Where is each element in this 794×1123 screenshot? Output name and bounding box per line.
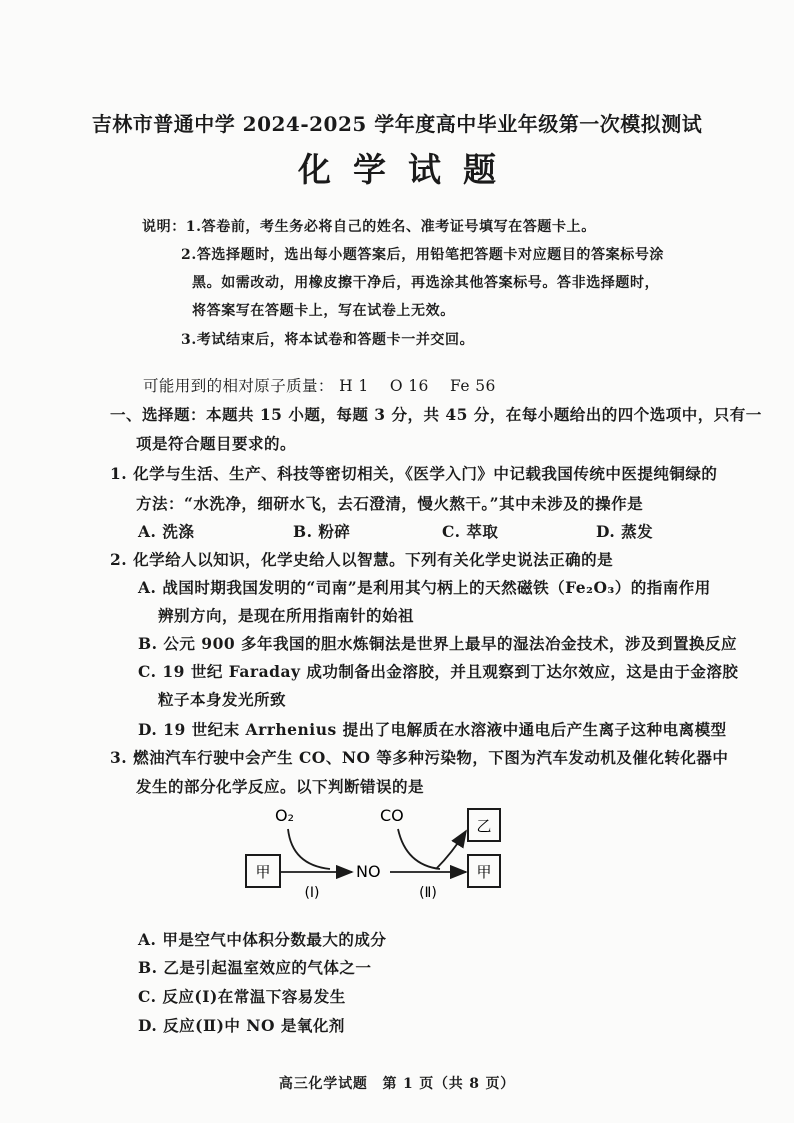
box-jia-left-label: 甲 bbox=[255, 863, 271, 881]
question-1-option-c: C. 萃取 bbox=[442, 522, 499, 541]
question-3-stem: 3. 燃油汽车行驶中会产生 CO、NO 等多种污染物，下图为汽车发动机及催化转化器中 bbox=[110, 748, 729, 767]
question-3-option-d: D. 反应(Ⅱ)中 NO 是氧化剂 bbox=[138, 1016, 345, 1035]
step-2-label: (Ⅱ) bbox=[419, 885, 437, 901]
question-3-stem-cont: 发生的部分化学反应。以下判断错误的是 bbox=[136, 777, 425, 796]
question-2-option-c-cont: 粒子本身发光所致 bbox=[158, 690, 287, 709]
question-1-option-a: A. 洗涤 bbox=[138, 522, 195, 541]
instruction-line-5: 3.考试结束后，将本试卷和答题卡一并交回。 bbox=[181, 332, 475, 348]
section-heading-cont: 项是符合题目要求的。 bbox=[136, 434, 297, 453]
atomic-masses: 可能用到的相对原子质量： H 1 O 16 Fe 56 bbox=[143, 377, 496, 395]
question-2-option-a-cont: 辨别方向，是现在所用指南针的始祖 bbox=[158, 606, 415, 625]
reaction-diagram bbox=[230, 795, 520, 905]
co-label: CO bbox=[380, 806, 404, 825]
question-1-stem: 1. 化学与生活、生产、科技等密切相关，《医学入门》中记载我国传统中医提纯铜绿的 bbox=[110, 464, 718, 483]
question-3-option-a: A. 甲是空气中体积分数最大的成分 bbox=[138, 930, 387, 949]
instruction-line-2: 2.答选择题时，选出每小题答案后，用铅笔把答题卡对应题目的答案标号涂 bbox=[181, 247, 665, 263]
step-1-label: (Ⅰ) bbox=[304, 885, 320, 901]
question-2-option-d: D. 19 世纪末 Arrhenius 提出了电解质在水溶液中通电后产生离子这种电离模型 bbox=[138, 720, 727, 739]
box-jia-right-label: 甲 bbox=[476, 863, 492, 881]
question-3-option-b: B. 乙是引起温室效应的气体之一 bbox=[138, 958, 372, 977]
question-1-option-b: B. 粉碎 bbox=[293, 522, 351, 541]
instruction-line-4: 将答案写在答题卡上，写在试卷上无效。 bbox=[192, 303, 455, 319]
page-footer: 高三化学试题 第 1 页（共 8 页） bbox=[278, 1076, 516, 1092]
question-2-option-b: B. 公元 900 多年我国的胆水炼铜法是世界上最早的湿法冶金技术，涉及到置换反应 bbox=[138, 634, 738, 653]
box-yi-label: 乙 bbox=[476, 817, 492, 835]
o2-label: O₂ bbox=[275, 806, 295, 825]
no-label: NO bbox=[356, 862, 381, 881]
instruction-line-3: 黑。如需改动，用橡皮擦干净后，再选涂其他答案标号。答非选择题时， bbox=[192, 275, 660, 291]
question-1-option-d: D. 蒸发 bbox=[596, 522, 654, 541]
question-2-option-c: C. 19 世纪 Faraday 成功制备出金溶胶，并且观察到丁达尔效应，这是由于金溶胶 bbox=[138, 662, 739, 681]
exam-title: 吉林市普通中学 2024-2025 学年度高中毕业年级第一次模拟测试 bbox=[91, 112, 703, 136]
o2-curve bbox=[288, 829, 330, 869]
section-heading: 一、选择题：本题共 15 小题，每题 3 分，共 45 分，在每小题给出的四个选项中，只有一 bbox=[110, 405, 762, 424]
arrow-to-yi bbox=[436, 831, 466, 869]
question-2-stem: 2. 化学给人以知识，化学史给人以智慧。下列有关化学史说法正确的是 bbox=[110, 550, 614, 569]
subject-title: 化学试题 bbox=[298, 150, 518, 189]
question-2-option-a: A. 战国时期我国发明的“司南”是利用其勺柄上的天然磁铁（Fe₂O₃）的指南作用 bbox=[138, 578, 711, 597]
question-3-option-c: C. 反应(Ⅰ)在常温下容易发生 bbox=[138, 987, 346, 1006]
instruction-line-1: 说明：1.答卷前，考生务必将自己的姓名、准考证号填写在答题卡上。 bbox=[142, 219, 596, 235]
co-curve bbox=[398, 829, 440, 869]
question-1-stem-cont: 方法：“水洗净，细研水飞，去石澄清，慢火熬干。”其中未涉及的操作是 bbox=[136, 494, 644, 513]
